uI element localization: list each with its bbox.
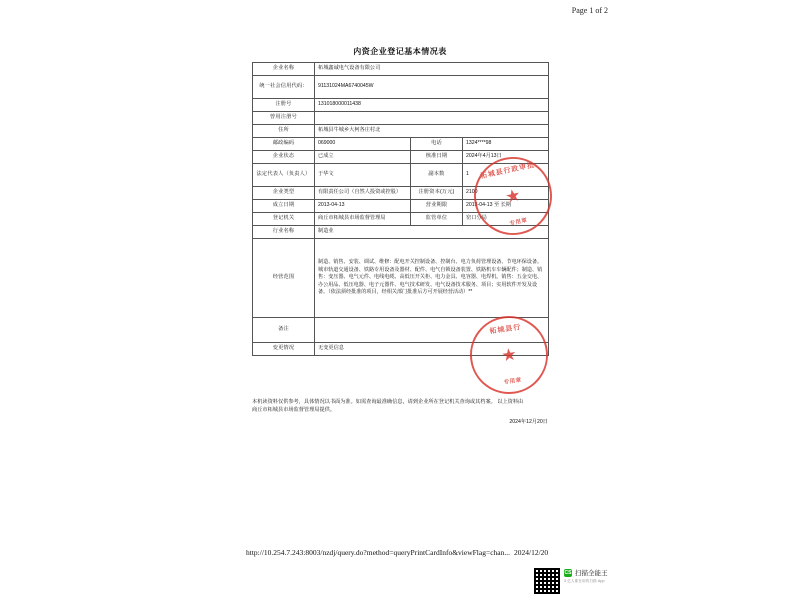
row-value: 制造业 [315,226,549,239]
row-value: 2013-04-13 [315,200,411,213]
row-label: 营业期限 [411,200,463,213]
row-label: 经营范围 [253,239,315,318]
qr-brand-row [564,568,608,577]
footer-url: http://10.254.7.243:8003/nzdj/query.do?method=queryPrintCardInfo&viewFlag=chan... [246,548,510,557]
issue-date: 2024年12月20日 [509,419,548,425]
stamp-bottom-text: 专用章 [503,377,523,386]
row-value: 1 [463,164,549,187]
row-value: 于华文 [315,164,411,187]
camscanner-logo-icon: CS [564,569,572,576]
table-row [253,138,549,151]
table-row [253,112,549,125]
row-value: 2100 [463,187,549,200]
row-label: 企业状态 [253,151,315,164]
row-label: 法定代表人（负责人） [253,164,315,187]
row-label: 曾用注册号 [253,112,315,125]
row-value: 2013-04-13 至 长期 [463,200,549,213]
row-value: 2024年4月13日 [463,151,549,164]
table-row [253,76,549,99]
row-label: 变更情况 [253,343,315,356]
stamp-bottom-text: 专用章 [509,217,529,228]
row-value: 069000 [315,138,411,151]
row-value: 商丘市柘城县市场监督管理局 [315,213,411,226]
qr-brand-label: 扫描全能王 [575,570,608,577]
row-value: 柘城县牛城乡大柯各庄村北 [315,125,549,138]
footer-date: 2024/12/20 [514,548,549,557]
row-label: 监管单位 [411,213,463,226]
row-label: 备注 [253,318,315,343]
row-value [315,112,549,125]
row-label: 住所 [253,125,315,138]
row-label: 副本数 [411,164,463,187]
star-icon: ★ [500,344,518,366]
row-label: 邮政编码 [253,138,315,151]
row-label: 成立日期 [253,200,315,213]
qr-code-icon [534,568,560,594]
row-label: 行业名称 [253,226,315,239]
row-label: 注册资本(万元) [411,187,463,200]
row-value: 有限责任公司（自然人投资或控股） [315,187,411,200]
row-label: 注册号 [253,99,315,112]
page-header: Page 1 of 2 [571,6,608,15]
stamp-top-text: 柘城县行政审批 [479,161,536,181]
row-label: 统一社会信用代码： [253,76,315,99]
qr-watermark [534,568,608,594]
star-icon: ★ [503,185,523,207]
row-label: 登记机关 [253,213,315,226]
disclaimer-line-1: 本机读资料仅供参考，具体情况以书面为准。如需查询最准确信息，请到企业所在登记机关查询或其档案。 以上资料由 [252,399,524,405]
row-value: 91131024MA6740045W [315,76,549,99]
stamp-top-text: 柘城县行 [489,324,522,336]
row-value: 窑口分局 [463,213,549,226]
row-value: 已成立 [315,151,411,164]
row-value: 柘城鑫诚电气设备有限公司 [315,63,549,76]
table-row [253,99,549,112]
row-label: 企业名称 [253,63,315,76]
row-value: 131018000011438 [315,99,549,112]
table-row [253,125,549,138]
row-value: 1324****98 [463,138,549,151]
table-row-scope [253,239,549,318]
disclaimer-note [252,398,552,414]
row-label: 核准日期 [411,151,463,164]
table-row [253,63,549,76]
business-scope-value: 制造、销售、安装、调试、维修：配电开关控制设备、控制台、电力负荷管理设备、节电环保设备。城市轨道交通设备、铁路专用设备及器材、配件、电气自锁设备装置、铁路机车车辆配件；制造、销售：变压器、电气元件、电线电缆、高低压开关柜、电力金具、电容器、电焊机。销售：五金交电、办公用品、低压电器、电子元器件、电气技术研发、电气设备技术服务、项目；实用软件开发及设备。（依法须经批准的项目，经相关部门批准后方可开展经营活动）** [315,239,549,318]
row-label: 企业类型 [253,187,315,200]
document-title: 内资企业登记基本情况表 [353,47,447,56]
row-value: 无变更信息 [315,343,549,356]
qr-sub-label: 3 亿人都在用的扫描 App [564,579,605,583]
qr-caption [564,568,608,584]
disclaimer-line-2: 商丘市柘城县市场监督管理局提供。 [252,407,336,414]
row-label: 电话 [411,138,463,151]
